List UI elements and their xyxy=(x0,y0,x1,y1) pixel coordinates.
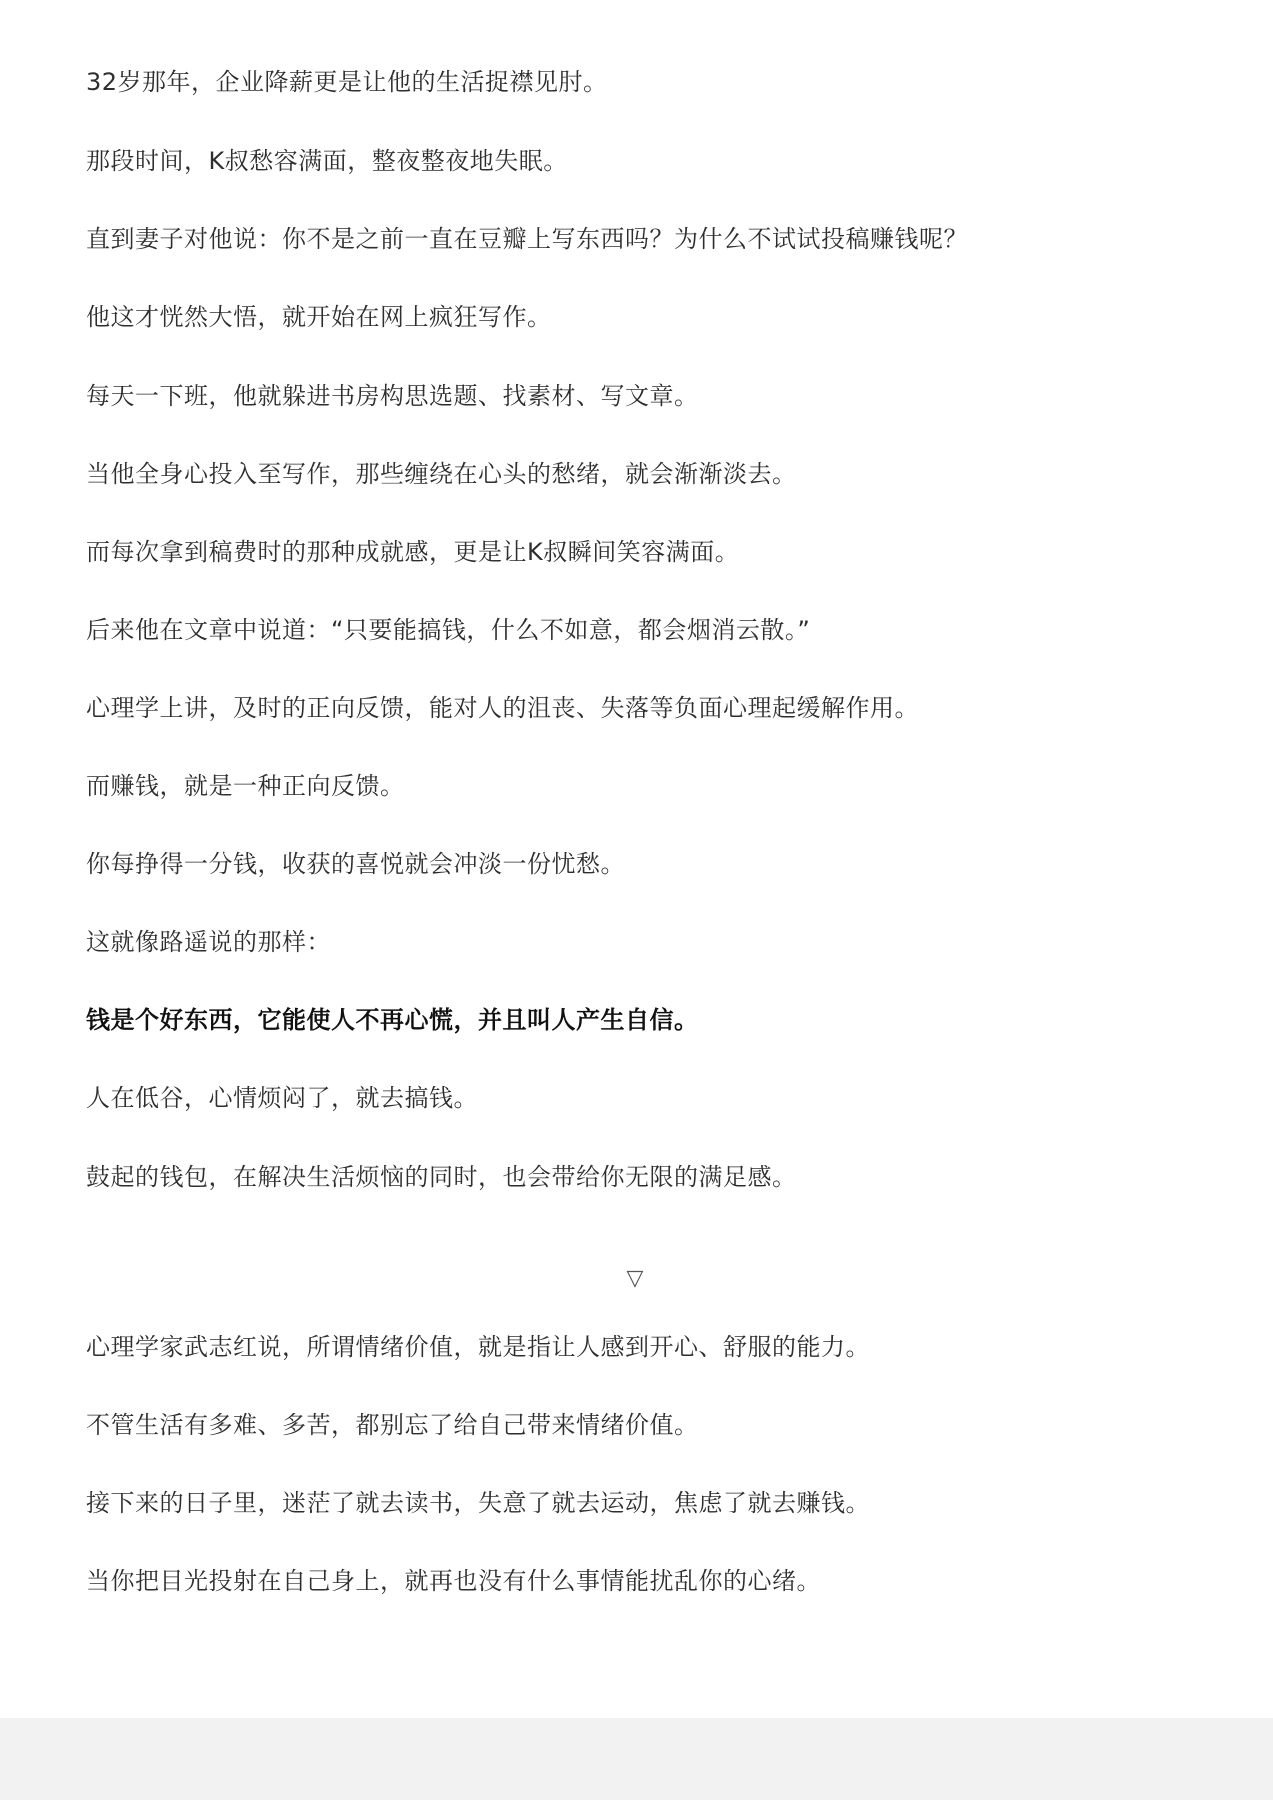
paragraph: 鼓起的钱包，在解决生活烦恼的同时，也会带给你无限的满足感。 xyxy=(86,1163,797,1191)
paragraph: 后来他在文章中说道：“只要能搞钱，什么不如意，都会烟消云散。” xyxy=(86,616,811,644)
paragraph: 不管生活有多难、多苦，都别忘了给自己带来情绪价值。 xyxy=(86,1411,699,1439)
paragraph: 他这才恍然大悟，就开始在网上疯狂写作。 xyxy=(86,303,552,331)
paragraph: 心理学上讲，及时的正向反馈，能对人的沮丧、失落等负面心理起缓解作用。 xyxy=(86,694,919,722)
paragraph: 人在低谷，心情烦闷了，就去搞钱。 xyxy=(86,1084,478,1112)
paragraph: 每天一下班，他就躲进书房构思选题、找素材、写文章。 xyxy=(86,382,699,410)
paragraph: 你每挣得一分钱，收获的喜悦就会冲淡一份忧愁。 xyxy=(86,850,625,878)
paragraph: 而赚钱，就是一种正向反馈。 xyxy=(86,772,405,800)
paragraph: 接下来的日子里，迷茫了就去读书，失意了就去运动，焦虑了就去赚钱。 xyxy=(86,1489,870,1517)
highlighted-quote: 钱是个好东西，它能使人不再心慌，并且叫人产生自信。 xyxy=(86,1006,699,1034)
paragraph: 而每次拿到稿费时的那种成就感，更是让K叔瞬间笑容满面。 xyxy=(86,538,740,566)
paragraph: 32岁那年，企业降薪更是让他的生活捉襟见肘。 xyxy=(86,68,608,96)
paragraph: 这就像路遥说的那样： xyxy=(86,928,331,956)
paragraph: 那段时间，K叔愁容满面，整夜整夜地失眠。 xyxy=(86,147,568,175)
paragraph: 心理学家武志红说，所谓情绪价值，就是指让人感到开心、舒服的能力。 xyxy=(86,1333,870,1361)
section-divider-icon: ▽ xyxy=(626,1266,644,1291)
paragraph: 当你把目光投射在自己身上，就再也没有什么事情能扰乱你的心绪。 xyxy=(86,1567,821,1595)
paragraph: 直到妻子对他说：你不是之前一直在豆瓣上写东西吗？为什么不试试投稿赚钱呢？ xyxy=(86,225,968,253)
paragraph: 当他全身心投入至写作，那些缠绕在心头的愁绪，就会渐渐淡去。 xyxy=(86,460,797,488)
